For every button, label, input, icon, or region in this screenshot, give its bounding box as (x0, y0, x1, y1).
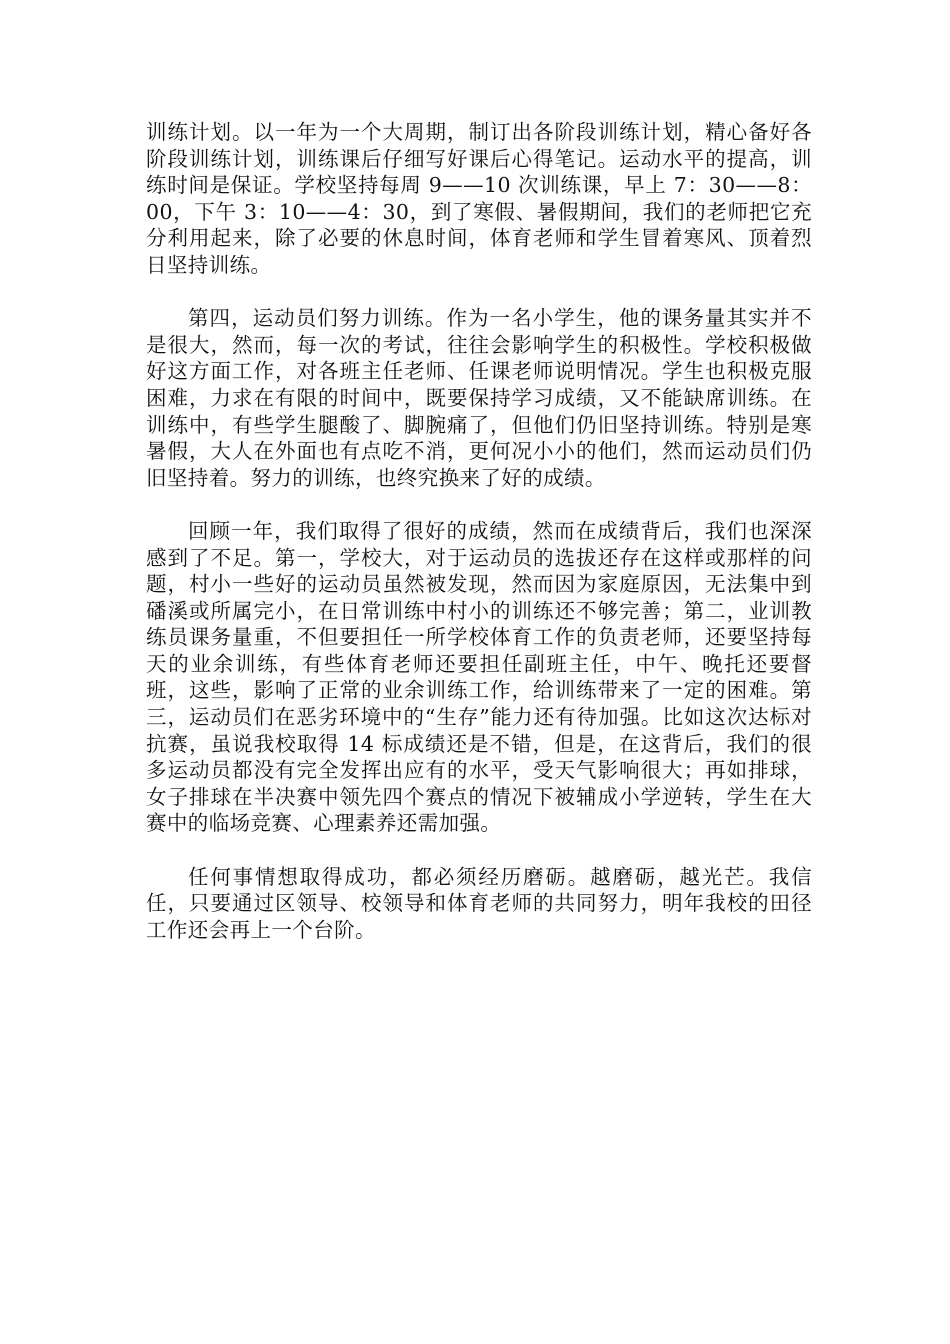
document-body (146, 119, 812, 943)
paragraph-review-shortcomings: 回顾一年，我们取得了很好的成绩，然而在成绩背后，我们也深深感到了不足。第一，学校大，对于运动员的选拔还存在这样或那样的问题，村小一些好的运动员虽然被发现，然而因为家庭原因，无法集中到磻溪或所属完小，在日常训练中村小的训练还不够完善；第二，业训教练员课务量重，不但要担任一所学校体育工作的负责老师，还要坚持每天的业余训练，有些体育老师还要担任副班主任，中午、晚托还要督班，这些，影响了正常的业余训练工作，给训练带来了一定的困难。第三，运动员们在恶劣环境中的“生存”能力还有待加强。比如这次达标对抗赛，虽说我校取得 14 标成绩还是不错，但是，在这背后，我们的很多运动员都没有完全发挥出应有的水平，受天气影响很大；再如排球，女子排球在半决赛中领先四个赛点的情况下被辅成小学逆转，学生在大赛中的临场竞赛、心理素养还需加强。 (146, 518, 812, 836)
paragraph-conclusion: 任何事情想取得成功，都必须经历磨砺。越磨砺，越光芒。我信任，只要通过区领导、校领导和体育老师的共同努力，明年我校的田径工作还会再上一个台阶。 (146, 864, 812, 942)
paragraph-training-plan: 训练计划。以一年为一个大周期，制订出各阶段训练计划，精心备好各阶段训练计划，训练课后仔细写好课后心得笔记。运动水平的提高，训练时间是保证。学校坚持每周 9——10 次训练课，早上 7：30——8：00，下午 3：10——4：30，到了寒假、暑假期间，我们的老师把它充分利用起来，除了必要的休息时间，体育老师和学生冒着寒风、顶着烈日坚持训练。 (146, 120, 812, 277)
paragraph-athletes-effort: 第四，运动员们努力训练。作为一名小学生，他的课务量其实并不是很大，然而，每一次的考试，往往会影响学生的积极性。学校积极做好这方面工作，对各班主任老师、任课老师说明情况。学生也积极克服困难，力求在有限的时间中，既要保持学习成绩，又不能缺席训练。在训练中，有些学生腿酸了、脚腕痛了，但他们仍旧坚持训练。特别是寒暑假，大人在外面也有点吃不消，更何况小小的他们，然而运动员们仍旧坚持着。努力的训练，也终究换来了好的成绩。 (146, 306, 812, 490)
